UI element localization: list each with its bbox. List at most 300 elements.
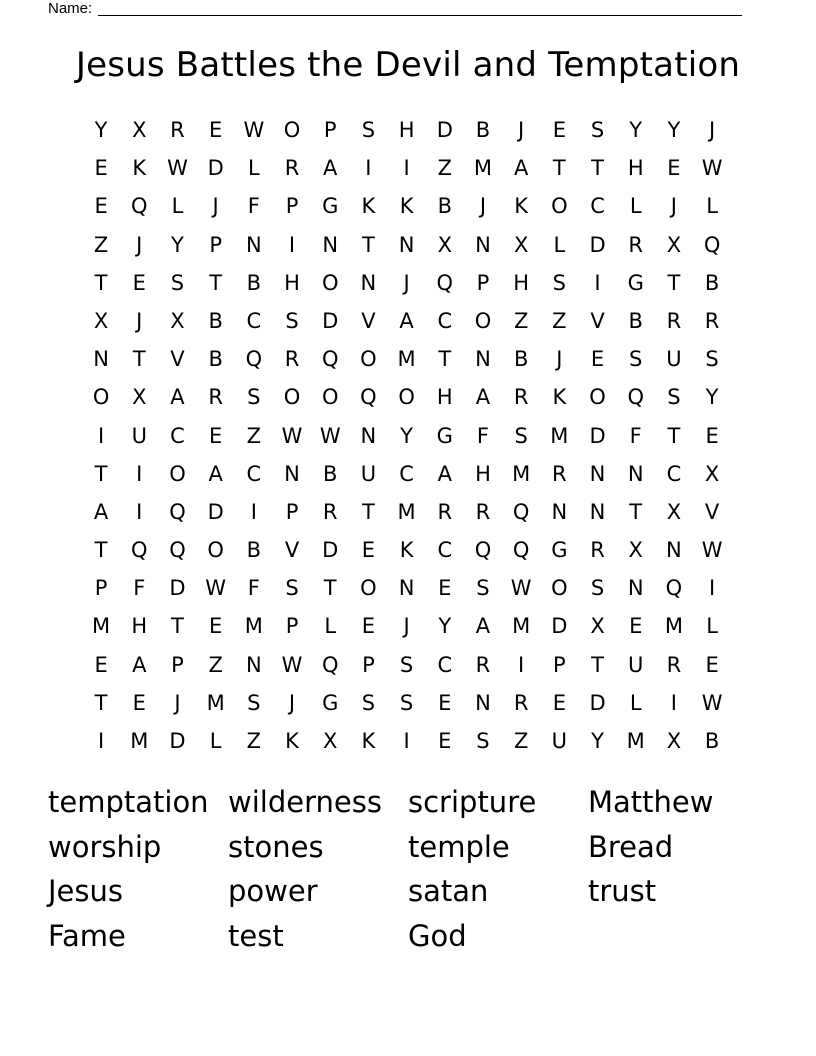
grid-letter[interactable]: W: [205, 576, 227, 601]
grid-letter[interactable]: Z: [208, 652, 223, 677]
grid-letter[interactable]: T: [438, 347, 452, 372]
grid-letter[interactable]: X: [437, 232, 452, 257]
grid-letter[interactable]: Z: [513, 308, 529, 333]
grid-letter[interactable]: O: [321, 385, 339, 410]
grid-letter[interactable]: D: [589, 690, 606, 715]
grid-letter[interactable]: B: [208, 347, 223, 372]
grid-letter[interactable]: T: [94, 538, 108, 563]
grid-letter[interactable]: V: [361, 308, 376, 333]
grid-letter[interactable]: Y: [171, 232, 184, 257]
grid-letter[interactable]: X: [666, 729, 682, 753]
grid-letter[interactable]: R: [666, 652, 682, 677]
grid-letter[interactable]: O: [92, 385, 110, 410]
grid-letter[interactable]: R: [628, 232, 644, 257]
grid-letter[interactable]: N: [398, 232, 415, 257]
grid-letter[interactable]: E: [552, 118, 566, 142]
word-list-item: temptation: [48, 785, 209, 819]
grid-letter[interactable]: A: [323, 156, 338, 181]
grid-letter[interactable]: I: [136, 461, 143, 486]
grid-letter[interactable]: S: [170, 270, 185, 295]
grid-letter[interactable]: N: [360, 423, 377, 448]
grid-letter[interactable]: C: [170, 423, 185, 448]
grid-letter[interactable]: T: [591, 156, 604, 181]
grid-letter[interactable]: I: [250, 499, 257, 524]
grid-letter[interactable]: H: [436, 385, 453, 410]
grid-letter[interactable]: I: [97, 729, 105, 753]
grid-letter[interactable]: K: [399, 194, 414, 219]
grid-letter[interactable]: V: [590, 308, 605, 333]
grid-letter[interactable]: W: [319, 423, 341, 448]
grid-letter[interactable]: E: [438, 729, 452, 753]
grid-letter[interactable]: Q: [627, 385, 644, 410]
grid-letter[interactable]: M: [550, 423, 569, 448]
grid-letter[interactable]: E: [209, 614, 223, 639]
grid-letter[interactable]: B: [513, 347, 529, 372]
grid-letter[interactable]: R: [475, 652, 491, 677]
grid-letter[interactable]: O: [360, 576, 377, 601]
grid-letter[interactable]: M: [397, 347, 416, 372]
grid-letter[interactable]: G: [627, 270, 644, 295]
grid-letter[interactable]: T: [171, 614, 184, 639]
grid-letter[interactable]: V: [284, 538, 300, 563]
grid-letter[interactable]: R: [666, 308, 682, 333]
grid-letter[interactable]: O: [360, 347, 377, 372]
grid-letter[interactable]: Y: [438, 614, 452, 639]
grid-letter[interactable]: R: [208, 385, 223, 410]
grid-letter[interactable]: T: [209, 270, 223, 295]
grid-letter[interactable]: K: [552, 385, 567, 410]
grid-letter[interactable]: T: [361, 499, 375, 524]
grid-letter[interactable]: G: [551, 538, 568, 563]
grid-letter[interactable]: T: [94, 690, 108, 715]
grid-letter[interactable]: A: [399, 308, 414, 333]
grid-letter[interactable]: R: [170, 118, 185, 142]
word-list-item: scripture: [408, 785, 537, 819]
grid-letter[interactable]: K: [514, 194, 529, 219]
grid-letter[interactable]: R: [590, 538, 605, 563]
grid-letter[interactable]: M: [512, 461, 531, 486]
grid-letter[interactable]: B: [246, 270, 262, 295]
grid-letter[interactable]: O: [551, 194, 568, 219]
grid-letter[interactable]: P: [209, 232, 222, 257]
grid-letter[interactable]: R: [437, 499, 453, 524]
grid-letter[interactable]: E: [705, 423, 719, 448]
grid-letter[interactable]: W: [701, 690, 723, 715]
grid-letter[interactable]: C: [666, 461, 682, 486]
grid-letter[interactable]: H: [513, 270, 530, 295]
grid-letter[interactable]: Y: [705, 385, 719, 410]
grid-letter[interactable]: O: [321, 270, 339, 295]
grid-letter[interactable]: J: [136, 232, 143, 257]
grid-letter[interactable]: X: [666, 232, 682, 257]
grid-row: [82, 684, 732, 722]
grid-letter[interactable]: E: [361, 614, 376, 639]
grid-letter[interactable]: C: [437, 652, 453, 677]
grid-letter[interactable]: Q: [512, 499, 530, 524]
grid-letter[interactable]: S: [590, 576, 605, 601]
grid-letter[interactable]: X: [704, 461, 720, 486]
grid-letter[interactable]: U: [131, 423, 147, 448]
grid-letter[interactable]: M: [664, 614, 683, 639]
grid-letter[interactable]: O: [283, 385, 301, 410]
grid-letter[interactable]: P: [362, 652, 375, 677]
grid-letter[interactable]: U: [551, 729, 568, 753]
grid-letter[interactable]: P: [285, 614, 299, 639]
grid-letter[interactable]: K: [361, 729, 376, 753]
grid-letter[interactable]: B: [246, 538, 262, 563]
grid-letter[interactable]: I: [518, 652, 525, 677]
grid-letter[interactable]: O: [474, 308, 492, 333]
word-list-item: Fame: [48, 918, 126, 953]
grid-letter[interactable]: X: [590, 614, 605, 639]
grid-row: [82, 417, 732, 455]
grid-letter[interactable]: N: [245, 232, 262, 257]
grid-letter[interactable]: E: [590, 347, 605, 372]
grid-letter[interactable]: S: [590, 118, 605, 142]
grid-letter[interactable]: E: [94, 652, 108, 677]
grid-letter[interactable]: P: [323, 118, 337, 142]
grid-letter[interactable]: L: [247, 156, 260, 181]
grid-letter[interactable]: J: [174, 690, 181, 715]
grid-letter[interactable]: B: [628, 308, 643, 333]
grid-letter[interactable]: R: [513, 385, 529, 410]
grid-letter[interactable]: S: [629, 347, 643, 372]
grid-letter[interactable]: E: [705, 652, 719, 677]
grid-letter[interactable]: M: [130, 729, 149, 753]
grid-letter[interactable]: Z: [246, 729, 262, 753]
grid-letter[interactable]: E: [552, 690, 566, 715]
grid-letter[interactable]: P: [553, 652, 566, 677]
grid-letter[interactable]: V: [170, 347, 185, 372]
grid-letter[interactable]: O: [589, 385, 606, 410]
grid-letter[interactable]: X: [170, 308, 185, 333]
grid-letter[interactable]: F: [133, 576, 146, 601]
grid-letter[interactable]: L: [171, 194, 184, 219]
grid-letter[interactable]: T: [323, 576, 337, 601]
grid-letter[interactable]: T: [667, 270, 681, 295]
grid-letter[interactable]: C: [437, 308, 453, 333]
grid-letter[interactable]: I: [403, 729, 410, 753]
grid-letter[interactable]: C: [399, 461, 414, 486]
grid-letter[interactable]: F: [247, 194, 260, 219]
grid-letter[interactable]: T: [629, 499, 643, 524]
grid-letter[interactable]: Y: [400, 423, 413, 448]
grid-letter[interactable]: W: [701, 538, 723, 563]
grid-letter[interactable]: D: [551, 614, 568, 639]
grid-letter[interactable]: R: [475, 499, 491, 524]
grid-letter[interactable]: U: [628, 652, 644, 677]
grid-letter[interactable]: M: [397, 499, 416, 524]
grid-letter[interactable]: B: [704, 729, 720, 753]
grid-letter[interactable]: I: [708, 576, 716, 601]
grid-letter[interactable]: F: [476, 423, 490, 448]
grid-letter[interactable]: O: [207, 538, 224, 563]
grid-letter[interactable]: D: [207, 499, 224, 524]
grid-letter[interactable]: N: [475, 347, 491, 372]
grid-letter[interactable]: S: [399, 652, 414, 677]
grid-letter[interactable]: U: [360, 461, 377, 486]
grid-letter[interactable]: A: [475, 385, 491, 410]
grid-letter[interactable]: N: [627, 461, 644, 486]
grid-letter[interactable]: P: [285, 499, 299, 524]
grid-letter[interactable]: N: [322, 232, 339, 257]
grid-letter[interactable]: D: [589, 423, 606, 448]
grid-letter[interactable]: S: [667, 385, 681, 410]
grid-letter[interactable]: S: [552, 270, 567, 295]
grid-letter[interactable]: M: [626, 729, 645, 753]
grid-letter[interactable]: E: [361, 538, 376, 563]
grid-letter[interactable]: Q: [169, 499, 186, 524]
grid-letter[interactable]: D: [169, 729, 186, 753]
grid-letter[interactable]: X: [132, 385, 147, 410]
grid-letter[interactable]: J: [670, 194, 677, 219]
grid-letter[interactable]: I: [136, 499, 143, 524]
grid-letter[interactable]: N: [284, 461, 300, 486]
grid-letter[interactable]: E: [629, 614, 643, 639]
grid-letter[interactable]: A: [208, 461, 223, 486]
grid-letter[interactable]: S: [361, 690, 376, 715]
grid-letter[interactable]: W: [701, 156, 723, 181]
grid-letter[interactable]: W: [281, 423, 303, 448]
grid-letter[interactable]: S: [399, 690, 414, 715]
grid-letter[interactable]: V: [704, 499, 720, 524]
grid-letter[interactable]: I: [670, 690, 677, 715]
grid-letter[interactable]: I: [403, 156, 410, 181]
grid-letter[interactable]: Q: [131, 538, 148, 563]
grid-letter[interactable]: B: [323, 461, 338, 486]
grid-letter[interactable]: D: [322, 308, 339, 333]
grid-letter[interactable]: C: [246, 461, 262, 486]
grid-letter[interactable]: Y: [629, 118, 643, 142]
grid-letter[interactable]: E: [438, 690, 452, 715]
grid-letter[interactable]: T: [591, 652, 604, 677]
grid-letter[interactable]: L: [706, 614, 718, 639]
grid-letter[interactable]: D: [322, 538, 339, 563]
grid-letter[interactable]: Q: [169, 538, 186, 563]
grid-letter[interactable]: D: [436, 118, 453, 142]
grid-letter[interactable]: R: [322, 499, 338, 524]
grid-letter[interactable]: J: [288, 690, 296, 715]
grid-letter[interactable]: N: [589, 499, 606, 524]
grid-letter[interactable]: J: [403, 614, 410, 639]
name-field[interactable]: [48, 0, 742, 18]
grid-letter[interactable]: S: [285, 308, 299, 333]
grid-letter[interactable]: R: [284, 347, 300, 372]
grid-letter[interactable]: A: [132, 652, 147, 677]
grid-letter[interactable]: J: [136, 308, 143, 333]
grid-letter[interactable]: Y: [591, 729, 604, 753]
grid-letter[interactable]: N: [589, 461, 606, 486]
grid-letter[interactable]: W: [510, 576, 532, 601]
word-list-item: wilderness: [228, 785, 382, 819]
grid-letter[interactable]: T: [667, 423, 681, 448]
grid-letter[interactable]: S: [285, 576, 299, 601]
grid-letter[interactable]: H: [284, 270, 300, 295]
grid-letter[interactable]: M: [244, 614, 263, 639]
grid-letter[interactable]: W: [243, 118, 265, 142]
grid-letter[interactable]: B: [704, 270, 720, 295]
grid-letter[interactable]: P: [285, 194, 299, 219]
grid-letter[interactable]: Y: [94, 118, 108, 142]
grid-letter[interactable]: Z: [246, 423, 262, 448]
grid-letter[interactable]: N: [398, 576, 415, 601]
grid-row: [82, 531, 732, 569]
grid-letter[interactable]: G: [436, 423, 453, 448]
grid-letter[interactable]: J: [708, 118, 716, 142]
grid-letter[interactable]: N: [627, 576, 644, 601]
grid-letter[interactable]: L: [629, 194, 642, 219]
grid-letter[interactable]: H: [475, 461, 491, 486]
grid-letter[interactable]: E: [94, 194, 108, 219]
grid-letter[interactable]: K: [361, 194, 376, 219]
grid-letter[interactable]: G: [322, 690, 339, 715]
grid-letter[interactable]: X: [93, 308, 109, 333]
grid-letter[interactable]: S: [361, 118, 376, 142]
grid-letter[interactable]: Q: [360, 385, 377, 410]
grid-letter[interactable]: N: [360, 270, 377, 295]
grid-letter[interactable]: Z: [93, 232, 109, 257]
grid-letter[interactable]: Q: [512, 538, 530, 563]
grid-letter[interactable]: S: [476, 729, 490, 753]
word-list-item: worship: [48, 829, 162, 864]
grid-letter[interactable]: S: [247, 690, 261, 715]
grid-letter[interactable]: Z: [513, 729, 529, 753]
grid-letter[interactable]: O: [283, 118, 301, 142]
grid-letter[interactable]: Z: [437, 156, 452, 181]
grid-letter[interactable]: H: [398, 118, 415, 142]
grid-letter[interactable]: I: [365, 156, 372, 181]
grid-letter[interactable]: B: [475, 118, 491, 142]
grid-letter[interactable]: T: [361, 232, 375, 257]
grid-letter[interactable]: T: [94, 461, 108, 486]
grid-letter[interactable]: O: [551, 576, 568, 601]
grid-letter[interactable]: C: [437, 538, 453, 563]
grid-letter[interactable]: X: [323, 729, 338, 753]
grid-letter[interactable]: C: [590, 194, 605, 219]
grid-letter[interactable]: N: [551, 499, 568, 524]
grid-letter[interactable]: Q: [665, 576, 683, 601]
grid-letter[interactable]: W: [281, 652, 303, 677]
grid-letter[interactable]: H: [131, 614, 148, 639]
grid-letter[interactable]: E: [94, 156, 108, 181]
grid-letter[interactable]: X: [666, 499, 682, 524]
grid-letter[interactable]: T: [552, 156, 566, 181]
grid-letter[interactable]: P: [94, 576, 108, 601]
grid-letter[interactable]: K: [132, 156, 147, 181]
grid-letter[interactable]: E: [132, 270, 146, 295]
grid-letter[interactable]: J: [212, 194, 219, 219]
grid-letter[interactable]: D: [207, 156, 224, 181]
grid-letter[interactable]: N: [245, 652, 262, 677]
grid-letter[interactable]: C: [246, 308, 262, 333]
grid-letter[interactable]: D: [589, 232, 606, 257]
grid-letter[interactable]: S: [247, 385, 261, 410]
grid-letter[interactable]: E: [438, 576, 452, 601]
grid-letter[interactable]: X: [132, 118, 147, 142]
grid-letter[interactable]: N: [475, 232, 491, 257]
grid-letter[interactable]: Q: [436, 270, 454, 295]
grid-letter[interactable]: X: [513, 232, 529, 257]
grid-row: [82, 722, 732, 760]
grid-letter[interactable]: O: [398, 385, 415, 410]
grid-letter[interactable]: E: [209, 423, 223, 448]
grid-letter[interactable]: B: [437, 194, 452, 219]
grid-letter[interactable]: X: [628, 538, 643, 563]
grid-letter[interactable]: F: [247, 576, 260, 601]
grid-letter[interactable]: K: [285, 729, 299, 753]
grid-letter[interactable]: I: [594, 270, 601, 295]
grid-letter[interactable]: L: [209, 729, 222, 753]
grid-letter[interactable]: R: [284, 156, 300, 181]
grid-letter[interactable]: N: [666, 538, 682, 563]
grid-letter[interactable]: A: [475, 614, 491, 639]
grid-letter[interactable]: I: [288, 232, 296, 257]
grid-letter[interactable]: G: [322, 194, 339, 219]
grid-letter[interactable]: W: [167, 156, 188, 181]
grid-letter[interactable]: Z: [552, 308, 567, 333]
grid-letter[interactable]: P: [476, 270, 490, 295]
grid-letter[interactable]: Q: [703, 232, 721, 257]
grid-letter[interactable]: A: [93, 499, 109, 524]
grid-letter[interactable]: N: [93, 347, 109, 372]
grid-letter[interactable]: F: [629, 423, 642, 448]
grid-letter[interactable]: P: [171, 652, 184, 677]
grid-letter[interactable]: M: [512, 614, 531, 639]
grid-letter[interactable]: H: [627, 156, 644, 181]
word-list-item: satan: [408, 874, 489, 908]
grid-letter[interactable]: J: [556, 347, 563, 372]
grid-letter[interactable]: M: [92, 614, 111, 639]
grid-letter[interactable]: S: [705, 347, 719, 372]
grid-letter[interactable]: R: [704, 308, 720, 333]
grid-letter[interactable]: A: [437, 461, 452, 486]
grid-letter[interactable]: K: [399, 538, 414, 563]
grid-letter[interactable]: J: [403, 270, 410, 295]
grid-letter[interactable]: Q: [321, 652, 339, 677]
grid-letter[interactable]: R: [552, 461, 567, 486]
grid-letter[interactable]: Q: [321, 347, 339, 372]
grid-letter[interactable]: R: [513, 690, 529, 715]
grid-letter[interactable]: U: [666, 347, 682, 372]
grid-letter[interactable]: Q: [474, 538, 492, 563]
grid-letter[interactable]: T: [94, 270, 108, 295]
grid-letter[interactable]: Q: [245, 347, 263, 372]
grid-letter[interactable]: E: [132, 690, 146, 715]
grid-letter[interactable]: L: [629, 690, 642, 715]
grid-letter[interactable]: J: [518, 118, 525, 142]
grid-letter[interactable]: I: [97, 423, 105, 448]
grid-letter[interactable]: L: [553, 232, 566, 257]
grid-letter[interactable]: B: [208, 308, 223, 333]
grid-letter[interactable]: E: [209, 118, 223, 142]
grid-letter[interactable]: D: [169, 576, 186, 601]
grid-letter[interactable]: Y: [667, 118, 681, 142]
grid-letter[interactable]: S: [476, 576, 490, 601]
grid-letter[interactable]: T: [132, 347, 146, 372]
grid-letter[interactable]: L: [324, 614, 337, 639]
grid-letter[interactable]: M: [473, 156, 493, 181]
grid-letter[interactable]: Q: [131, 194, 148, 219]
grid-letter[interactable]: J: [479, 194, 487, 219]
grid-letter[interactable]: A: [513, 156, 529, 181]
grid-letter[interactable]: A: [170, 385, 185, 410]
grid-letter[interactable]: N: [475, 690, 491, 715]
grid-letter[interactable]: S: [514, 423, 528, 448]
grid-letter[interactable]: M: [206, 690, 225, 715]
grid-letter[interactable]: E: [667, 156, 681, 181]
grid-letter[interactable]: O: [169, 461, 186, 486]
grid-letter[interactable]: L: [706, 194, 718, 219]
